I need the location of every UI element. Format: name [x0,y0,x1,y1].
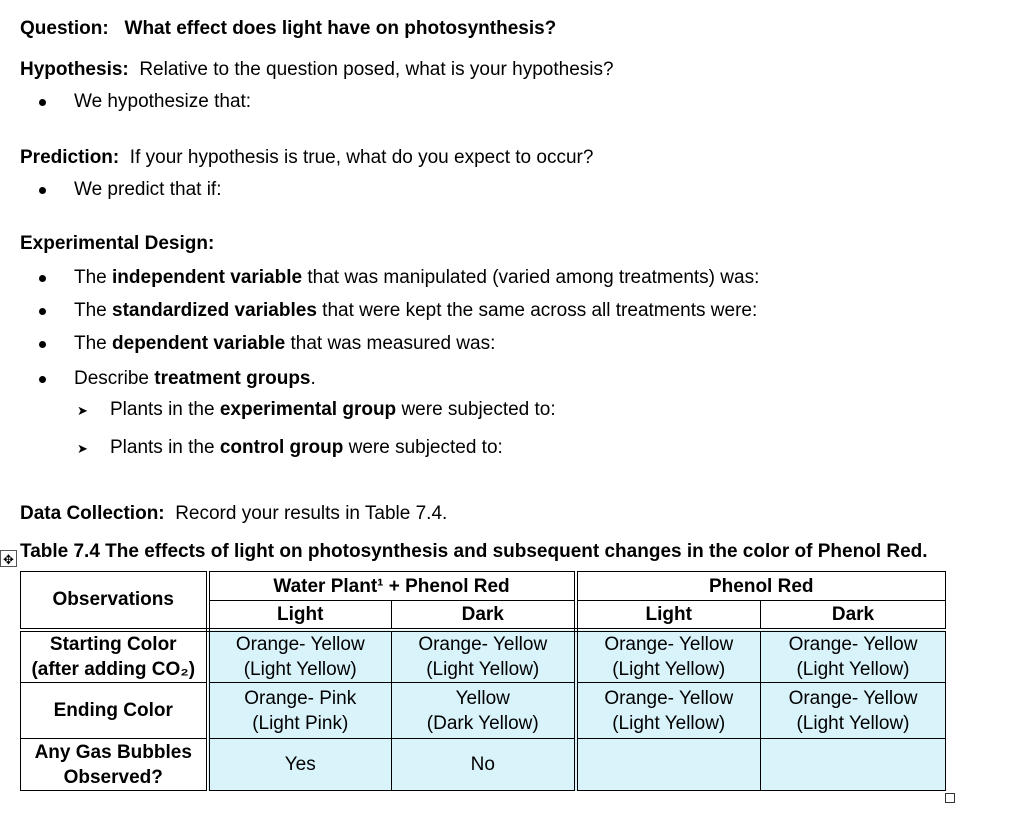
text-run: that was measured was: [285,333,496,354]
row-label-line: Starting Color [49,633,177,655]
cell-line: Yellow [455,687,510,709]
results-table [20,571,946,791]
arrow-bullet-icon: ➤ [77,441,88,456]
prediction-bullet: We predict that if: [74,179,222,200]
design-label: Experimental Design: [20,233,215,254]
text-run: that was manipulated (varied among treatments) was: [302,267,760,288]
data-collection-text: Record your results in Table 7.4. [175,503,448,524]
text-run: The [74,300,113,321]
table-cell [761,739,946,791]
design-bullet-standardized [74,299,757,323]
text-run: Plants in the [110,399,220,420]
header-light: Light [576,601,761,630]
table-cell [761,683,946,739]
bullet-icon [39,275,46,282]
row-label-line: Any Gas Bubbles [34,741,192,763]
cell-line: Orange- Yellow [604,687,734,709]
question-text: What effect does light have on photosynthesis? [124,18,557,39]
cell-line: (Light Yellow) [243,658,357,680]
table-caption: Table 7.4 The effects of light on photosynthesis and subsequent changes in the color of Phenol Red. [20,541,928,562]
arrow-bullet-icon: ➤ [77,403,88,418]
cell-line: (Light Yellow) [612,712,726,734]
cell-line: Orange- Yellow [235,633,365,655]
text-run-bold: dependent variable [112,333,286,354]
cell-line: (Light Yellow) [612,658,726,680]
text-run: were subjected to: [343,437,503,458]
text-run-bold: treatment groups [154,368,311,389]
question-label: Question: [20,18,109,39]
table-cell [576,630,761,683]
prediction-label: Prediction: [20,147,120,168]
header-light: Light [208,601,392,630]
table-cell [576,739,761,791]
question-line [20,17,556,41]
cell-line: (Light Yellow) [796,658,910,680]
resize-handle-icon[interactable] [945,793,955,803]
header-observations: Observations [21,572,208,630]
table-cell: No [392,739,576,791]
bullet-icon [39,99,46,106]
text-run: that were kept the same across all treatments were: [316,300,758,321]
table-cell [576,683,761,739]
table-row [21,630,946,683]
design-bullet-independent [74,266,759,290]
bullet-icon [39,308,46,315]
row-label-line: Observed? [63,766,163,788]
data-collection-label: Data Collection: [20,503,165,524]
prediction-text: If your hypothesis is true, what do you expect to occur? [129,147,594,168]
table-cell [392,683,576,739]
header-group-phenol-red: Phenol Red [576,572,946,601]
row-label-ending-color: Ending Color [21,683,208,739]
design-sub-experimental [110,398,556,422]
text-run: Plants in the [110,437,220,458]
prediction-line [20,146,593,170]
table-row [21,739,946,791]
cell-line: Orange- Yellow [788,633,918,655]
text-run-bold: control group [219,437,344,458]
header-dark: Dark [392,601,576,630]
design-bullet-treatment [74,367,316,391]
cell-line: (Light Yellow) [796,712,910,734]
text-run: . [310,368,316,389]
header-group-water-plant: Water Plant¹ + Phenol Red [208,572,576,601]
row-label-line: (after adding CO₂) [31,658,196,680]
table-cell [761,630,946,683]
header-dark: Dark [761,601,946,630]
bullet-icon [39,376,46,383]
table-cell: Yes [208,739,392,791]
hypothesis-label: Hypothesis: [20,59,129,80]
cell-line: (Light Pink) [252,712,349,734]
hypothesis-text: Relative to the question posed, what is your hypothesis? [139,59,614,80]
cell-line: Orange- Yellow [604,633,734,655]
table-cell [392,630,576,683]
hypothesis-line [20,58,614,82]
text-run-bold: standardized variables [112,300,317,321]
cell-line: (Light Yellow) [426,658,540,680]
cell-line: Orange- Pink [244,687,357,709]
hypothesis-bullet: We hypothesize that: [74,91,252,112]
text-run: were subjected to: [396,399,556,420]
design-sub-control [110,436,503,460]
cell-line: Orange- Yellow [418,633,548,655]
text-run-bold: independent variable [112,267,303,288]
design-bullet-dependent [74,332,495,356]
text-run: The [74,333,113,354]
row-label-gas-bubbles [21,739,208,791]
bullet-icon [39,187,46,194]
table-row [21,683,946,739]
row-label-starting-color [21,630,208,683]
text-run: Describe [74,368,155,389]
text-run-bold: experimental group [219,399,397,420]
cell-line: Orange- Yellow [788,687,918,709]
data-collection-line [20,502,447,526]
table-cell [208,683,392,739]
bullet-icon [39,341,46,348]
table-cell [208,630,392,683]
move-cross-icon[interactable]: ✥ [0,550,17,567]
cell-line: (Dark Yellow) [426,712,539,734]
text-run: The [74,267,113,288]
